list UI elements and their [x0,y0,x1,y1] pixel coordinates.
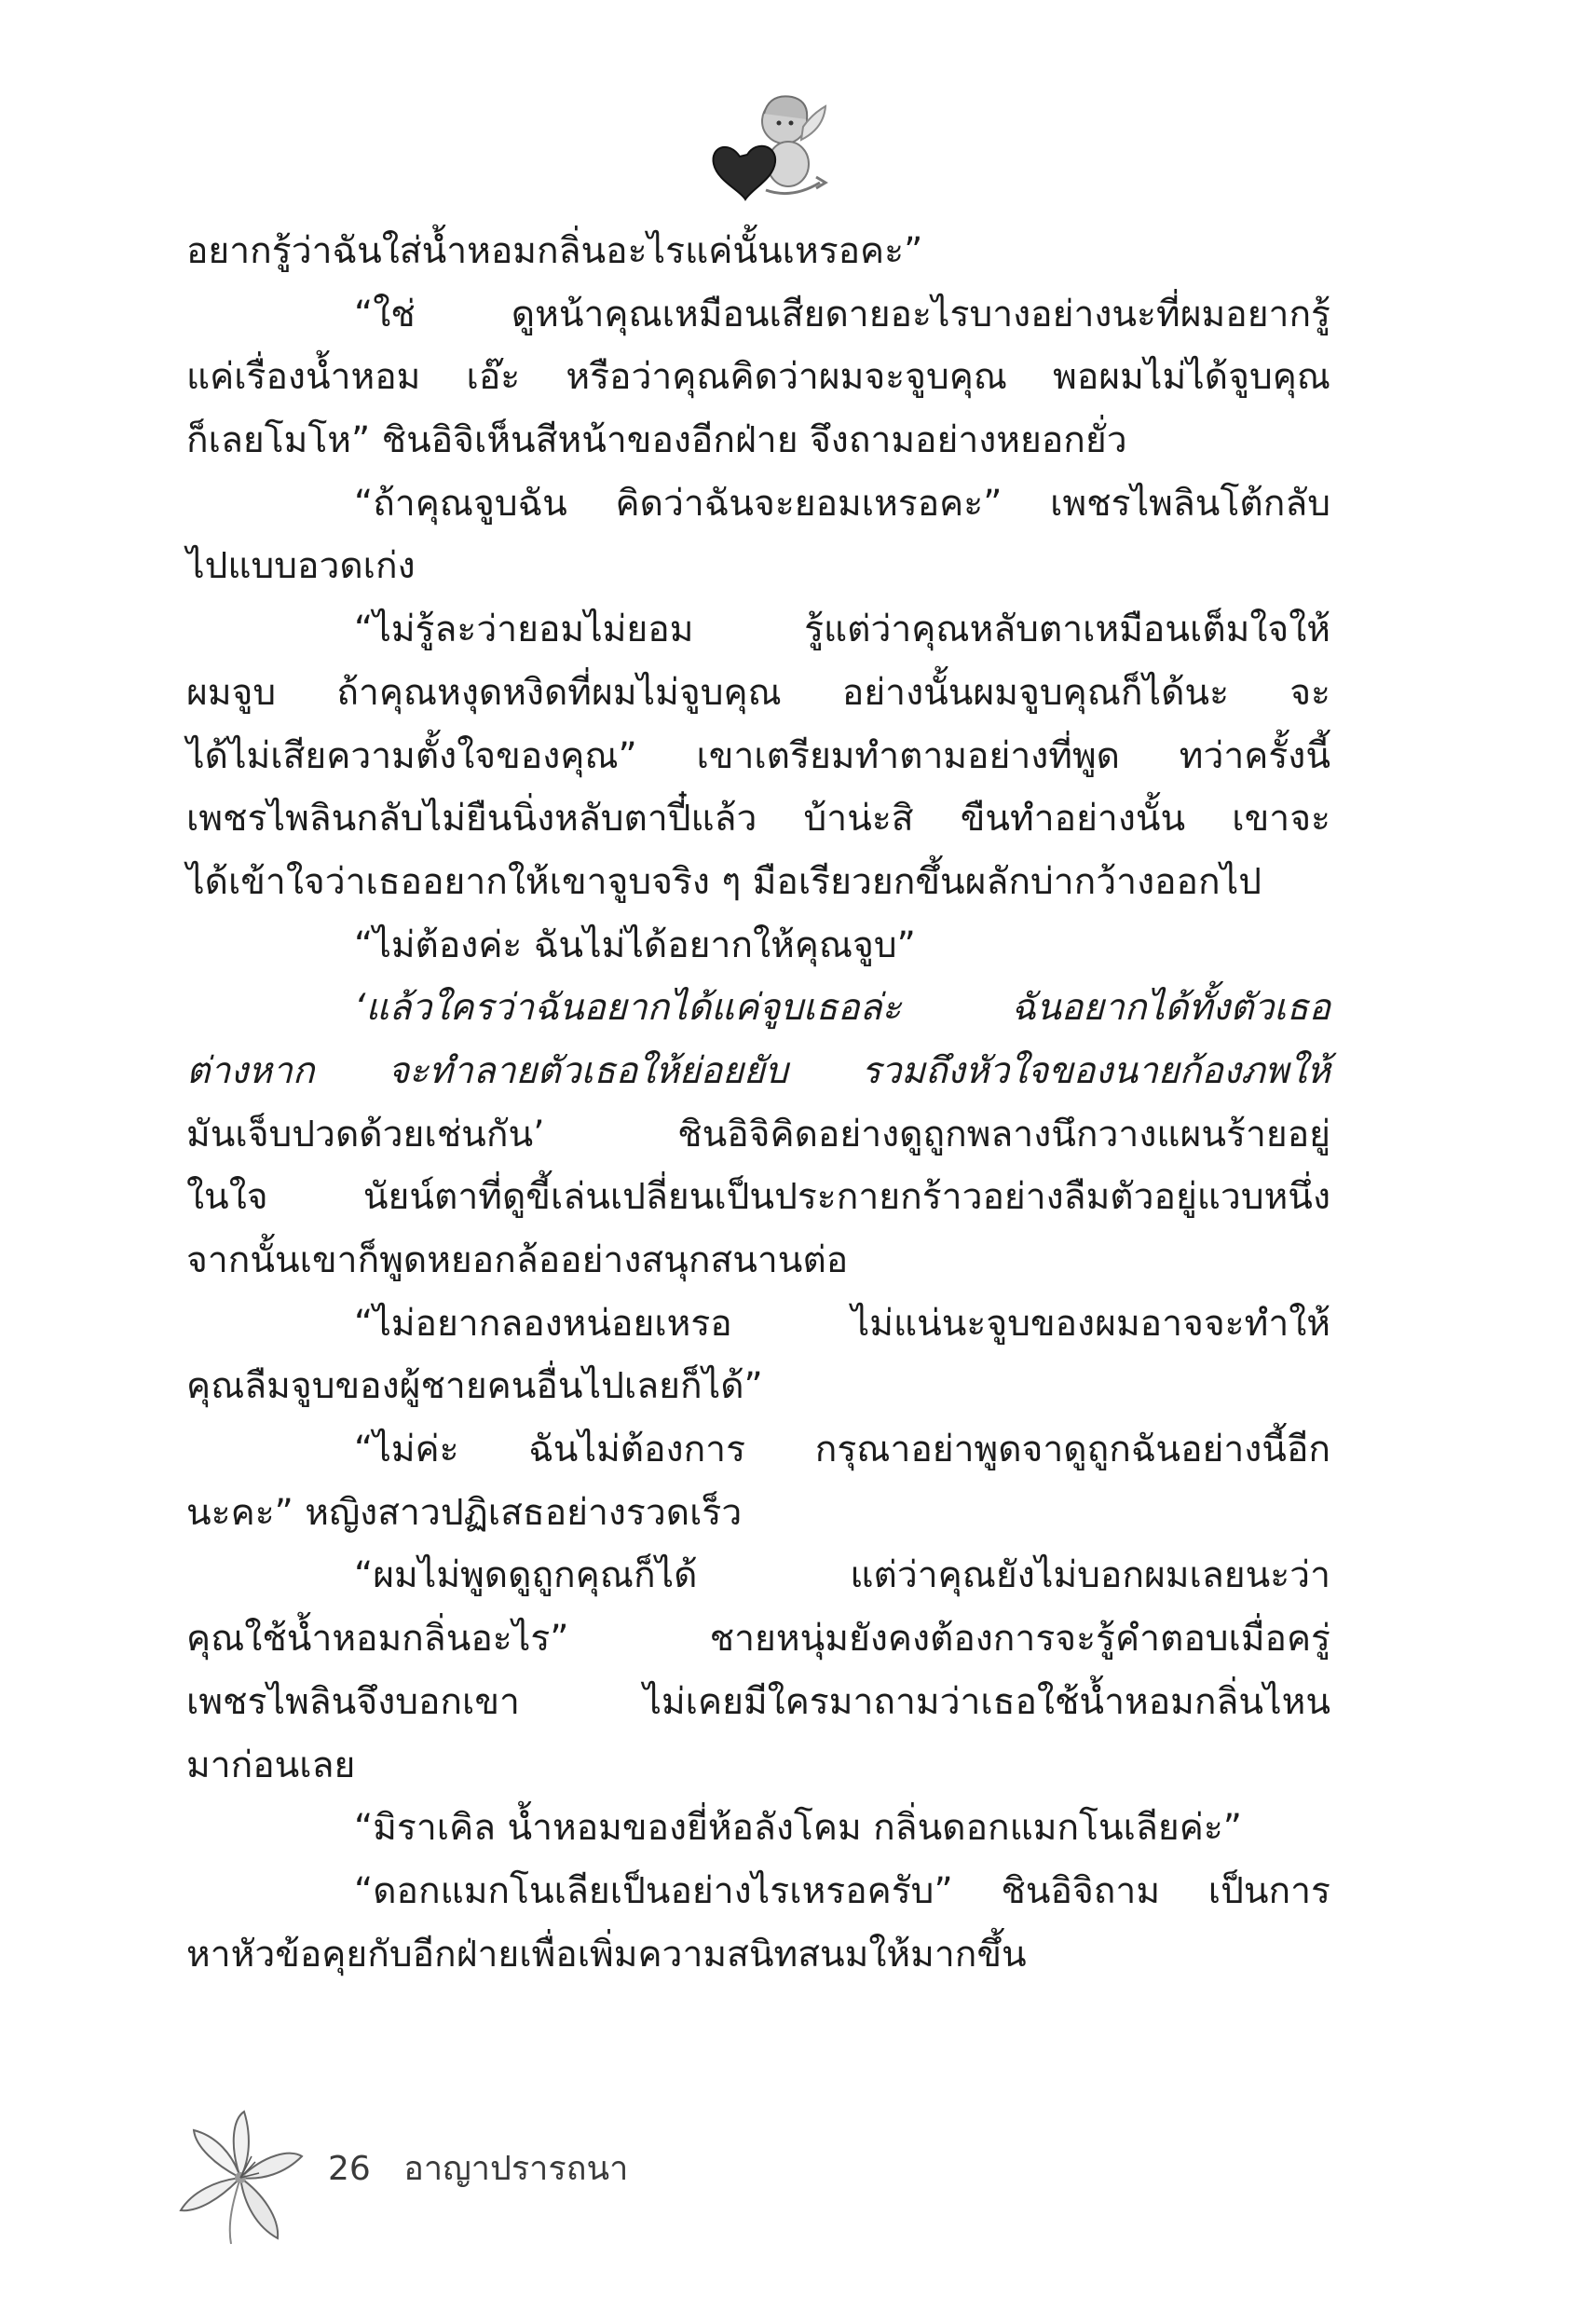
text-line: จากนั้นเขาก็พูดหยอกล้ออย่างสนุกสนานต่อ [186,1239,849,1281]
text-line: ได้เข้าใจว่าเธออยากให้เขาจูบจริง ๆ มือเรียวยกขึ้นผลักบ่ากว้างออกไป [186,860,1262,903]
text-line: หาหัวข้อคุยกับอีกฝ่ายเพื่อเพิ่มความสนิทสนมให้มากขึ้น [186,1933,1027,1976]
text-line: นะคะ” หญิงสาวปฏิเสธอย่างรวดเร็ว [186,1491,743,1534]
text-line: ในใจ นัยน์ตาที่ดูขี้เล่นเปลี่ยนเป็นประกายกร้าวอย่างลืมตัวอยู่แวบหนึ่ง [186,1176,1330,1219]
book-title: อาญาปรารถนา [403,2150,629,2188]
text-line: ก็เลยโมโห” ชินอิจิเห็นสีหน้าของอีกฝ่าย จึงถามอย่างหยอกยั่ว [186,419,1127,462]
text-line: เพชรไพลินกลับไม่ยืนนิ่งหลับตาปี๋แล้ว บ้าน่ะสิ ขืนทำอย่างนั้น เขาจะ [186,798,1330,841]
page-footer [328,2141,628,2195]
cupid-heart-ornament [703,86,833,207]
lily-flower-ornament [175,2108,306,2248]
text-line: “ถ้าคุณจูบฉัน คิดว่าฉันจะยอมเหรอคะ” เพชรไพลินโต้กลับ [354,482,1330,525]
text-line: “ผมไม่พูดดูถูกคุณก็ได้ แต่ว่าคุณยังไม่บอกผมเลยนะว่า [354,1554,1330,1597]
page-number: 26 [328,2150,371,2188]
body-text [186,220,1330,1986]
text-line: แค่เรื่องน้ำหอม เอ๊ะ หรือว่าคุณคิดว่าผมจะจูบคุณ พอผมไม่ได้จูบคุณ [186,356,1330,399]
text-line: ‘แล้วใครว่าฉันอยากได้แค่จูบเธอล่ะ ฉันอยากได้ทั้งตัวเธอ [354,987,1330,1030]
text-line: ผมจูบ ถ้าคุณหงุดหงิดที่ผมไม่จูบคุณ อย่างนั้นผมจูบคุณก็ได้นะ จะ [186,671,1330,714]
text-line: “ไม่ต้องค่ะ ฉันไม่ได้อยากให้คุณจูบ” [354,923,916,966]
text-line: “ดอกแมกโนเลียเป็นอย่างไรเหรอครับ” ชินอิจิถาม เป็นการ [354,1869,1330,1912]
text-line: “ไม่ค่ะ ฉันไม่ต้องการ กรุณาอย่าพูดจาดูถูกฉันอย่างนี้อีก [354,1429,1330,1471]
text-line: “ใช่ ดูหน้าคุณเหมือนเสียดายอะไรบางอย่างนะที่ผมอยากรู้ [354,293,1330,335]
text-line: ได้ไม่เสียความตั้งใจของคุณ” เขาเตรียมทำตามอย่างที่พูด ทว่าครั้งนี้ [186,734,1330,777]
text-line: ต่างหาก จะทำลายตัวเธอให้ย่อยยับ รวมถึงหัวใจของนายก้องภพให้ [186,1049,1330,1092]
text-line: มันเจ็บปวดด้วยเช่นกัน’ ชินอิจิคิดอย่างดูถูกพลางนึกวางแผนร้ายอยู่ [186,1113,1330,1156]
text-line: คุณใช้น้ำหอมกลิ่นอะไร” ชายหนุ่มยังคงต้องการจะรู้คำตอบเมื่อครู่ [186,1618,1330,1661]
text-line: อยากรู้ว่าฉันใส่น้ำหอมกลิ่นอะไรแค่นั้นเหรอคะ” [186,230,923,272]
text-line: เพชรไพลินจึงบอกเขา ไม่เคยมีใครมาถามว่าเธอใช้น้ำหอมกลิ่นไหน [186,1680,1330,1723]
text-line: “ไม่อยากลองหน่อยเหรอ ไม่แน่นะจูบของผมอาจจะทำให้ [354,1302,1330,1345]
text-line: “ไม่รู้ละว่ายอมไม่ยอม รู้แต่ว่าคุณหลับตาเหมือนเต็มใจให้ [354,609,1330,651]
text-line: “มิราเคิล น้ำหอมของยี่ห้อลังโคม กลิ่นดอกแมกโนเลียค่ะ” [354,1807,1242,1850]
text-line: คุณลืมจูบของผู้ชายคนอื่นไปเลยก็ได้” [186,1365,763,1408]
text-line: มาก่อนเลย [186,1744,356,1786]
text-line: ไปแบบอวดเก่ง [186,545,416,588]
